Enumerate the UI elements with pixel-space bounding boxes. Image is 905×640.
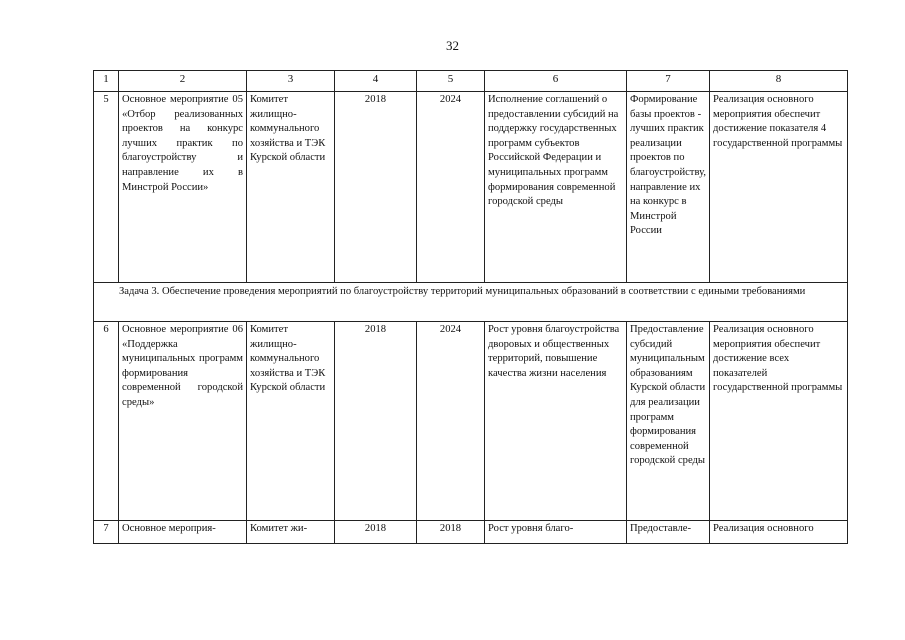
row-number: 6 [94, 322, 119, 521]
row-number: 5 [94, 92, 119, 283]
activity-cell: Основное мероприя- [119, 521, 247, 544]
indicator-link-cell: Реализация основного мероприятия обеспечит достижение всех показателей государственной программы [710, 322, 848, 521]
executor-cell: Комитет жи- [247, 521, 335, 544]
row-number: 7 [94, 521, 119, 544]
program-activities-table [93, 70, 848, 544]
expected-result-cell: Исполнение соглашений о предоставлении субсидий на поддержку государственных программ субъектов Российской Федерации и муниципальных программ формирования современной городской среды [485, 92, 627, 283]
executor-cell: Комитет жилищно-коммунального хозяйства и ТЭК Курской области [247, 92, 335, 283]
end-year-cell: 2018 [417, 521, 485, 544]
header-cell-3: 3 [247, 71, 335, 92]
task-text: Задача 3. Обеспечение проведения мероприятий по благоустройству территорий муниципальных образований в соответствии с едиными требованиями [119, 286, 806, 297]
task-row [94, 283, 848, 322]
directions-cell: Предоставле- [627, 521, 710, 544]
table-row [94, 92, 848, 283]
header-cell-6: 6 [485, 71, 627, 92]
header-cell-2: 2 [119, 71, 247, 92]
task-heading [94, 283, 848, 322]
activity-cell: Основное мероприятие 05 «Отбор реализованных проектов на конкурс лучших практик по благоустройству и направление их в Минстрой России» [119, 92, 247, 283]
table-row [94, 521, 848, 544]
header-cell-4: 4 [335, 71, 417, 92]
start-year-cell: 2018 [335, 521, 417, 544]
table-row [94, 322, 848, 521]
expected-result-cell: Рост уровня благоустройства дворовых и общественных территорий, повышение качества жизни населения [485, 322, 627, 521]
executor-cell: Комитет жилищно-коммунального хозяйства и ТЭК Курской области [247, 322, 335, 521]
header-cell-8: 8 [710, 71, 848, 92]
activity-cell: Основное мероприятие 06 «Поддержка муниципальных программ формирования современной городской среды» [119, 322, 247, 521]
indicator-link-cell: Реализация основного мероприятия обеспечит достижение показателя 4 государственной программы [710, 92, 848, 283]
directions-cell: Предоставление субсидий муниципальным образованиям Курской области для реализации программ формирования современной городской среды [627, 322, 710, 521]
header-cell-5: 5 [417, 71, 485, 92]
indicator-link-cell: Реализация основного [710, 521, 848, 544]
start-year-cell: 2018 [335, 322, 417, 521]
end-year-cell: 2024 [417, 322, 485, 521]
start-year-cell: 2018 [335, 92, 417, 283]
page-number: 32 [446, 38, 459, 53]
table-header-row [94, 71, 848, 92]
header-cell-1: 1 [94, 71, 119, 92]
expected-result-cell: Рост уровня благо- [485, 521, 627, 544]
end-year-cell: 2024 [417, 92, 485, 283]
header-cell-7: 7 [627, 71, 710, 92]
directions-cell: Формирование базы проектов - лучших практик реализации проектов по благоустройству, направление их на конкурс в Минстрой России [627, 92, 710, 283]
